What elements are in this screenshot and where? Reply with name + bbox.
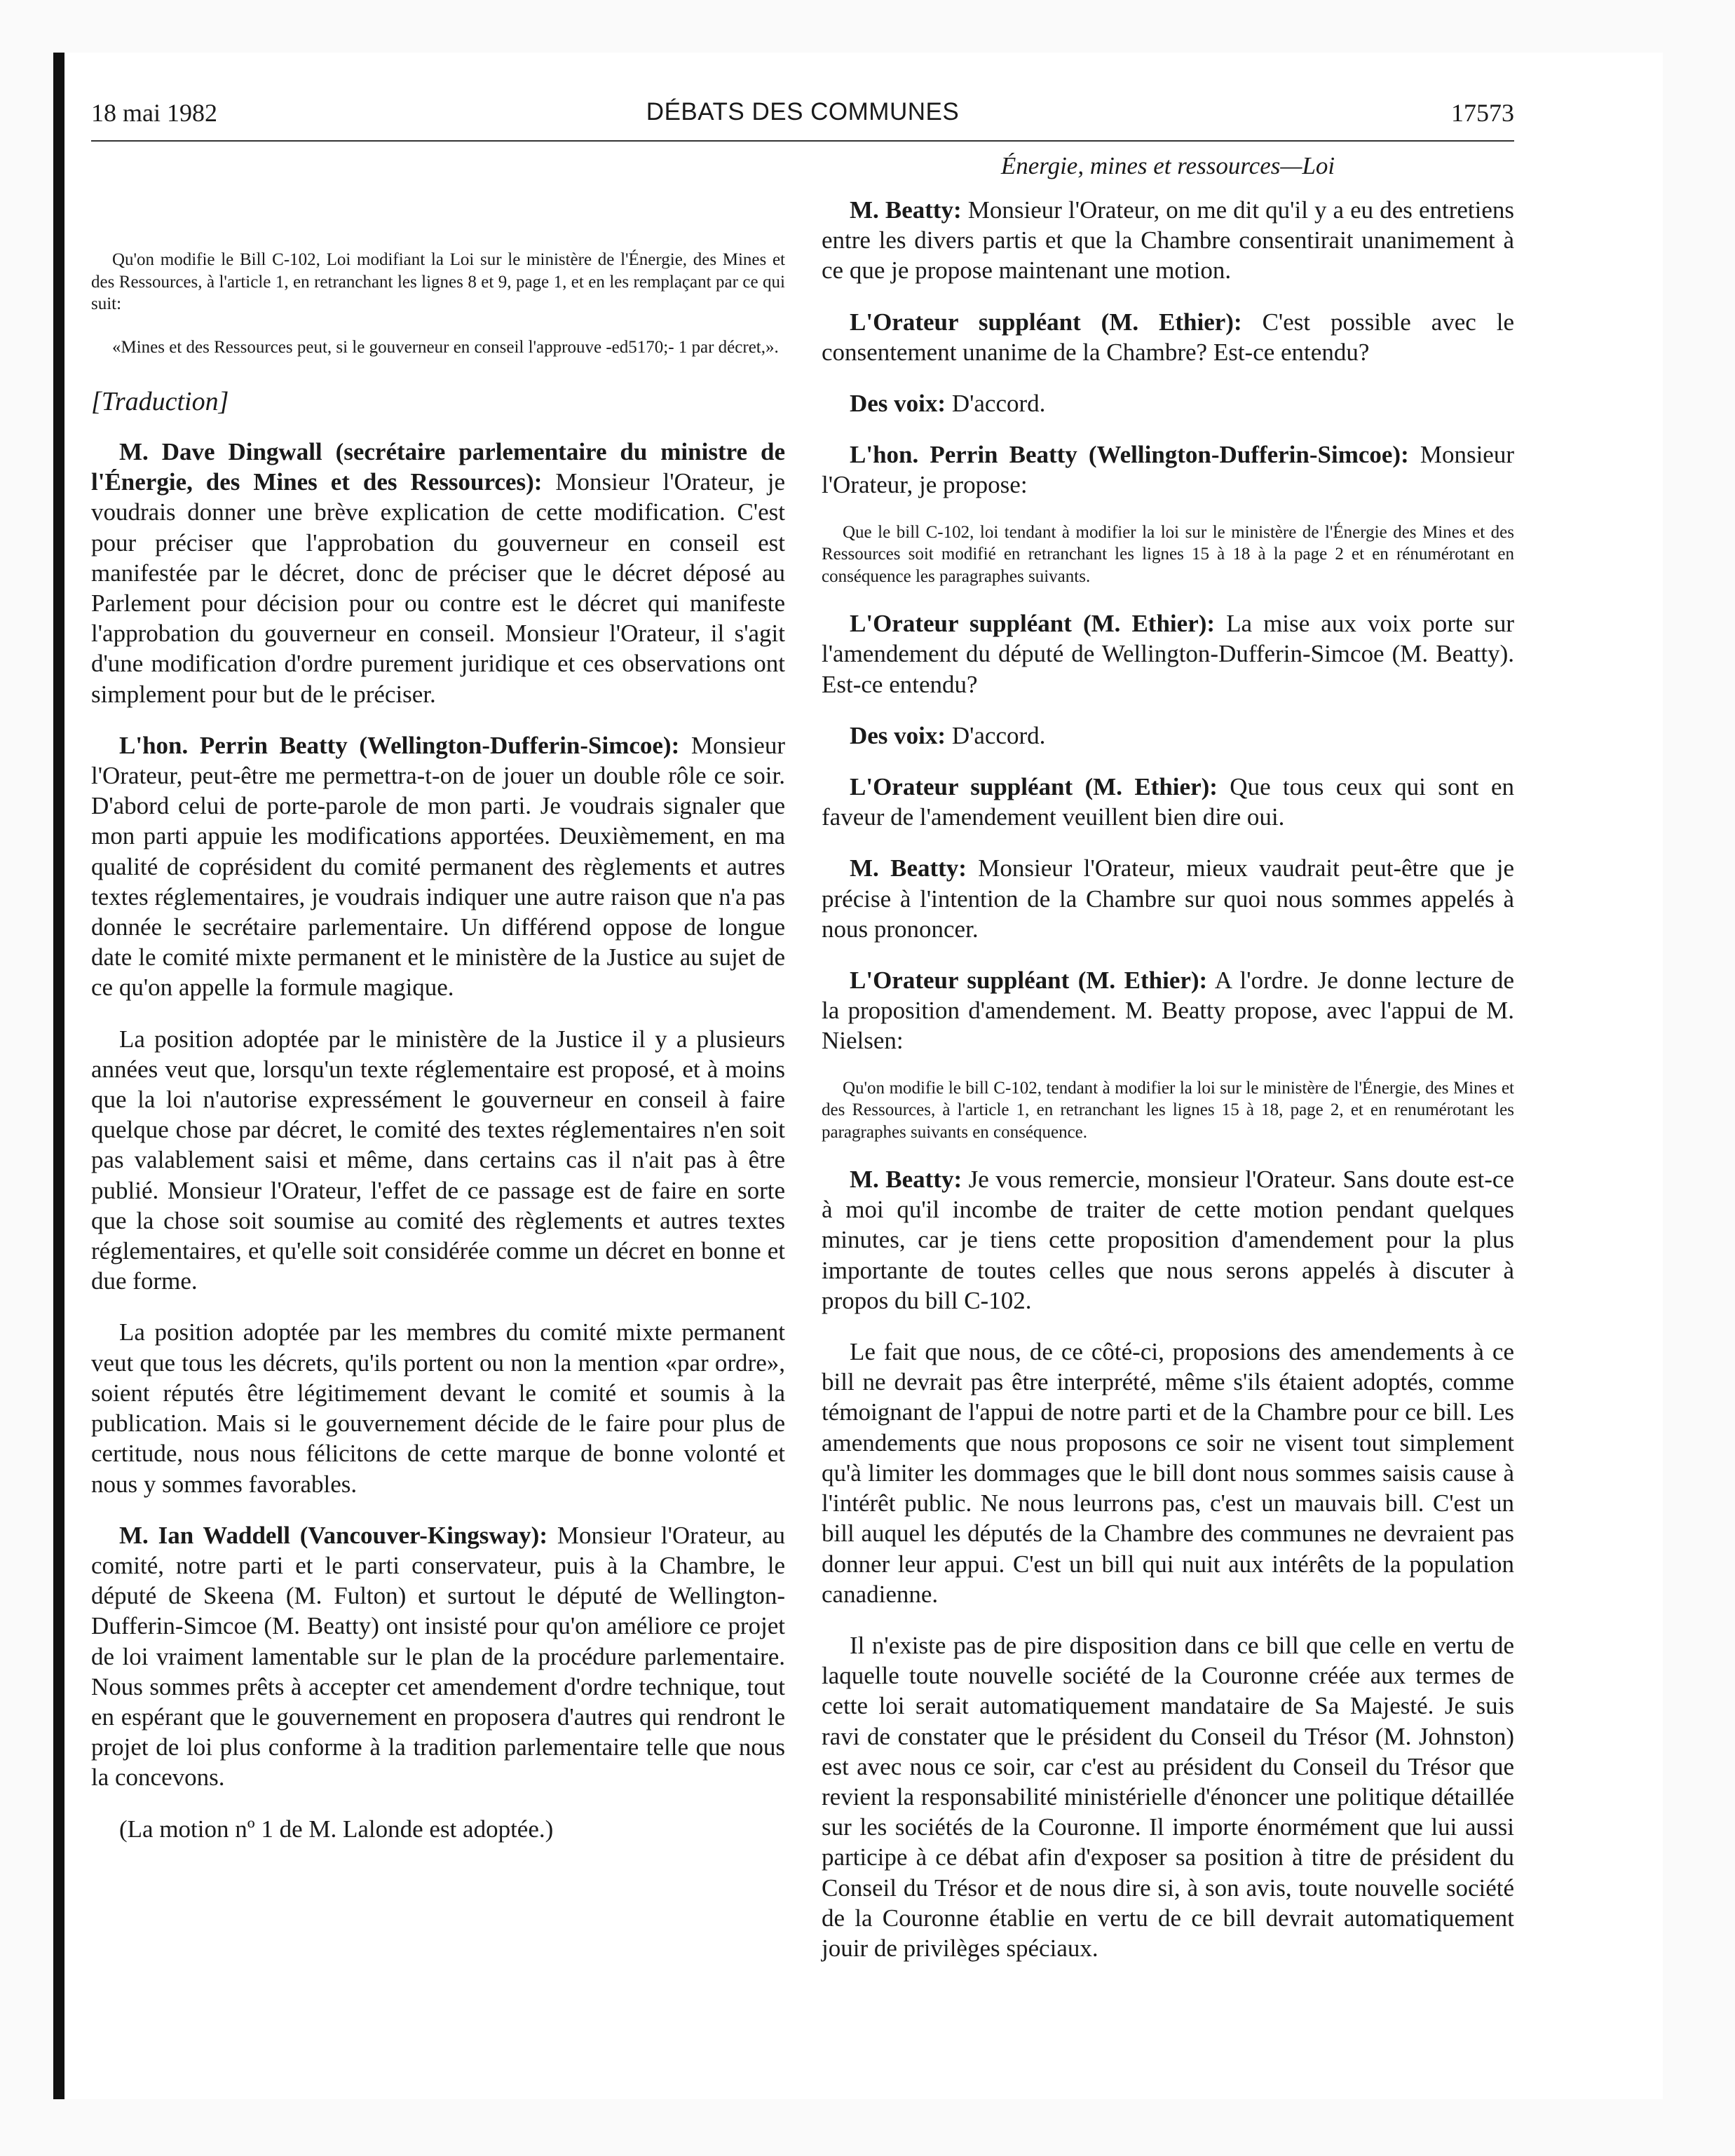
speech-text: D'accord. bbox=[946, 390, 1046, 418]
speech-text: Que tous ceux qui sont en faveur de l'amendement veuillent bien dire oui. bbox=[822, 772, 1514, 831]
speech bbox=[822, 307, 1514, 367]
paragraph: Le fait que nous, de ce côté-ci, proposions des amendements à ce bill ne devrait pas être interprété, même s'ils étaient adoptés, comme témoignant de l'appui de notre parti et de la Chambre pour ce bill. Les amendements que nous proposons ce soir ne visent tout simplement qu'à limiter les dommages que le bill dont nous sommes saisis cause à l'intérêt public. Ne nous leurrons pas, c'est un mauvais bill. C'est un bill auquel les députés de la Chambre des communes ne devraient pas donner leur appui. C'est un bill qui nuit aux intérêts de la population canadienne. bbox=[822, 1338, 1514, 1608]
section-title: Énergie, mines et ressources—Loi bbox=[1000, 152, 1335, 179]
left-column bbox=[91, 151, 785, 1844]
amendment-quote: Qu'on modifie le bill C-102, tendant à modifier la loi sur le ministère de l'Énergie, des Mines et des Ressources, à l'article 1, en retranchant les lignes 15 à 18, page 2, et en renumérotant les paragraphes suivants en conséquence. bbox=[822, 1078, 1514, 1142]
speech-text: Monsieur l'Orateur, mieux vaudrait peut-être que je précise à l'intention de la Chambre sur quoi nous sommes appelés à nous prononcer. bbox=[822, 854, 1514, 943]
speech-text: A l'ordre. Je donne lecture de la proposition d'amendement. M. Beatty propose, avec l'appui de M. Nielsen: bbox=[822, 966, 1514, 1055]
speech-waddell bbox=[91, 1520, 785, 1793]
speech bbox=[822, 1164, 1514, 1316]
scan-binding-edge bbox=[53, 53, 64, 2099]
speaker-name: Des voix: bbox=[850, 390, 946, 418]
speech bbox=[822, 965, 1514, 1056]
speaker-name: L'hon. Perrin Beatty (Wellington-Dufferin-Simcoe): bbox=[850, 441, 1409, 469]
paragraph: Il n'existe pas de pire disposition dans ce bill que celle en vertu de laquelle toute nouvelle société de la Couronne créée aux termes de cette loi serait automatiquement mandataire de Sa Majesté. Je suis ravi de constater que le président du Conseil du Trésor (M. Johnston) est avec nous ce soir, car c'est au président du Conseil du Trésor que revient la responsabilité ministérielle d'énoncer une politique détaillée sur les sociétés de la Couronne. Il importe énormément que lui aussi participe à ce débat afin d'exposer sa position à titre de président du Conseil du Trésor et de nous dire si, à son avis, toute nouvelle société de la Couronne établie en vertu de ce bill devrait automatiquement jouir de privilèges spéciaux. bbox=[822, 1631, 1514, 1962]
scan-margin bbox=[0, 0, 53, 2156]
speech-text: Je vous remercie, monsieur l'Orateur. Sans doute est-ce à moi qu'il incombe de traiter de cette motion pendant quelques minutes, car je tiens cette proposition d'amendement pour la plus importante de toutes celles que nous serons appelés à discuter à propos du bill C-102. bbox=[822, 1166, 1514, 1314]
motion-quote: Que le bill C-102, loi tendant à modifier la loi sur le ministère de l'Énergie des Mines et des Ressources soit modifié en retranchant les lignes 15 à 18 à la page 2 et en rénumérotant en conséquence les paragraphes suivants. bbox=[822, 522, 1514, 586]
translation-label: [Traduction] bbox=[91, 387, 229, 416]
speech-text: D'accord. bbox=[946, 721, 1046, 749]
speech bbox=[822, 853, 1514, 944]
speech-text: Monsieur l'Orateur, je voudrais donner une brève explication de cette modification. C'est pour préciser que l'approbation du gouverneur en conseil est manifestée par le décret, donc de préciser que le décret déposé au Parlement pour décision pour ou contre est le décret qui manifeste l'approbation du gouverneur en conseil. Monsieur l'Orateur, il s'agit d'une modification d'ordre purement juridique et ces observations ont simplement pour but de le préciser. bbox=[91, 468, 785, 708]
right-column bbox=[822, 151, 1514, 1984]
speech-beatty bbox=[91, 730, 785, 1003]
speech bbox=[822, 608, 1514, 700]
speech bbox=[822, 195, 1514, 286]
speaker-name: L'Orateur suppléant (M. Ethier): bbox=[850, 308, 1242, 336]
speaker-name: M. Ian Waddell (Vancouver-Kingsway): bbox=[119, 1521, 547, 1549]
page-header bbox=[91, 98, 1514, 142]
paragraph: La position adoptée par les membres du comité mixte permanent veut que tous les décrets, qu'ils portent ou non la mention «par ordre», soient réputés être légitimement devant le comité et soumis à la publication. Mais si le gouvernement décide de le faire pour plus de certitude, nous nous félicitons de cette marque de bonne volonté et nous y sommes favorables. bbox=[91, 1318, 785, 1498]
motion-adopted-note: (La motion nº 1 de M. Lalonde est adoptée.) bbox=[119, 1815, 554, 1843]
speech-text: Monsieur l'Orateur, au comité, notre parti et le parti conservateur, puis à la Chambre, le député de Skeena (M. Fulton) et surtout le député de Wellington-Dufferin-Simcoe (M. Beatty) ont insisté pour qu'on améliore ce projet de loi vraiment lamentable sur le plan de la procédure parlementaire. Nous sommes prêts à accepter cet amendement d'ordre technique, tout en espérant que le gouvernement en proposera d'autres qui rendront le projet de loi plus conforme à la tradition parlementaire telle que nous la concevons. bbox=[91, 1521, 785, 1792]
speaker-name: L'hon. Perrin Beatty (Wellington-Dufferin-Simcoe): bbox=[119, 731, 680, 759]
speaker-name: Des voix: bbox=[850, 721, 946, 749]
speaker-name: L'Orateur suppléant (M. Ethier): bbox=[850, 966, 1208, 994]
amendment-text-quote: «Mines et des Ressources peut, si le gouverneur en conseil l'approuve -ed5170;- 1 par décret,». bbox=[112, 337, 779, 357]
paragraph: La position adoptée par le ministère de la Justice il y a plusieurs années veut que, lorsqu'un texte réglementaire est proposé, et à moins que la loi n'autorise expressément le gouverneur en conseil à faire quelque chose par décret, le comité des textes réglementaires n'en soit pas valablement saisi et même, dans certains cas il n'ait pas à être publié. Monsieur l'Orateur, l'effet de ce passage est de faire en sorte que la chose soit soumise au comité des règlements et autres textes réglementaires, et qu'elle soit considérée comme un décret en bonne et due forme. bbox=[91, 1025, 785, 1295]
speaker-name: L'Orateur suppléant (M. Ethier): bbox=[850, 610, 1216, 638]
speech-text: Monsieur l'Orateur, peut-être me permettra-t-on de jouer un double rôle ce soir. D'abord celui de porte-parole de mon parti. Je voudrais signaler que mon parti appuie les modifications apportées. Deuxièmement, en ma qualité de coprésident du comité permanent des règlements et autres textes réglementaires, je voudrais indiquer une autre raison que n'a pas donnée le secrétaire parlementaire. Un différend oppose de longue date le comité mixte permanent et le ministère de la Justice au sujet de ce qu'on appelle la formule magique. bbox=[91, 731, 785, 1002]
speech-text: Monsieur l'Orateur, on me dit qu'il y a eu des entretiens entre les divers partis et que la Chambre consentirait unanimement à ce que je propose maintenant une motion. bbox=[822, 196, 1514, 285]
speech-text: C'est possible avec le consentement unanime de la Chambre? Est-ce entendu? bbox=[822, 308, 1515, 366]
speech-text: Monsieur l'Orateur, je propose: bbox=[822, 441, 1514, 499]
header-title: DÉBATS DES COMMUNES bbox=[646, 98, 960, 125]
motion-quote: Qu'on modifie le Bill C-102, Loi modifiant la Loi sur le ministère de l'Énergie, des Mines et des Ressources, à l'article 1, en retranchant les lignes 8 et 9, page 1, et en les remplaçant par ce qui suit: bbox=[91, 250, 785, 313]
speaker-name: M. Dave Dingwall (secrétaire parlementaire du ministre de l'Énergie, des Mines et des Ressources): bbox=[91, 438, 785, 496]
speech bbox=[822, 388, 1514, 418]
speaker-name: M. Beatty: bbox=[850, 1166, 962, 1194]
speech-text: La mise aux voix porte sur l'amendement du député de Wellington-Dufferin-Simcoe (M. Beatty). Est-ce entendu? bbox=[822, 610, 1515, 698]
speech bbox=[822, 721, 1514, 751]
speaker-name: M. Beatty: bbox=[850, 196, 962, 224]
speaker-name: M. Beatty: bbox=[850, 854, 967, 882]
header-date: 18 mai 1982 bbox=[91, 99, 217, 127]
speech bbox=[822, 439, 1514, 500]
speaker-name: L'Orateur suppléant (M. Ethier): bbox=[850, 772, 1218, 800]
speech-dingwall bbox=[91, 437, 785, 709]
header-page-number: 17573 bbox=[1451, 99, 1514, 127]
speech bbox=[822, 772, 1514, 832]
